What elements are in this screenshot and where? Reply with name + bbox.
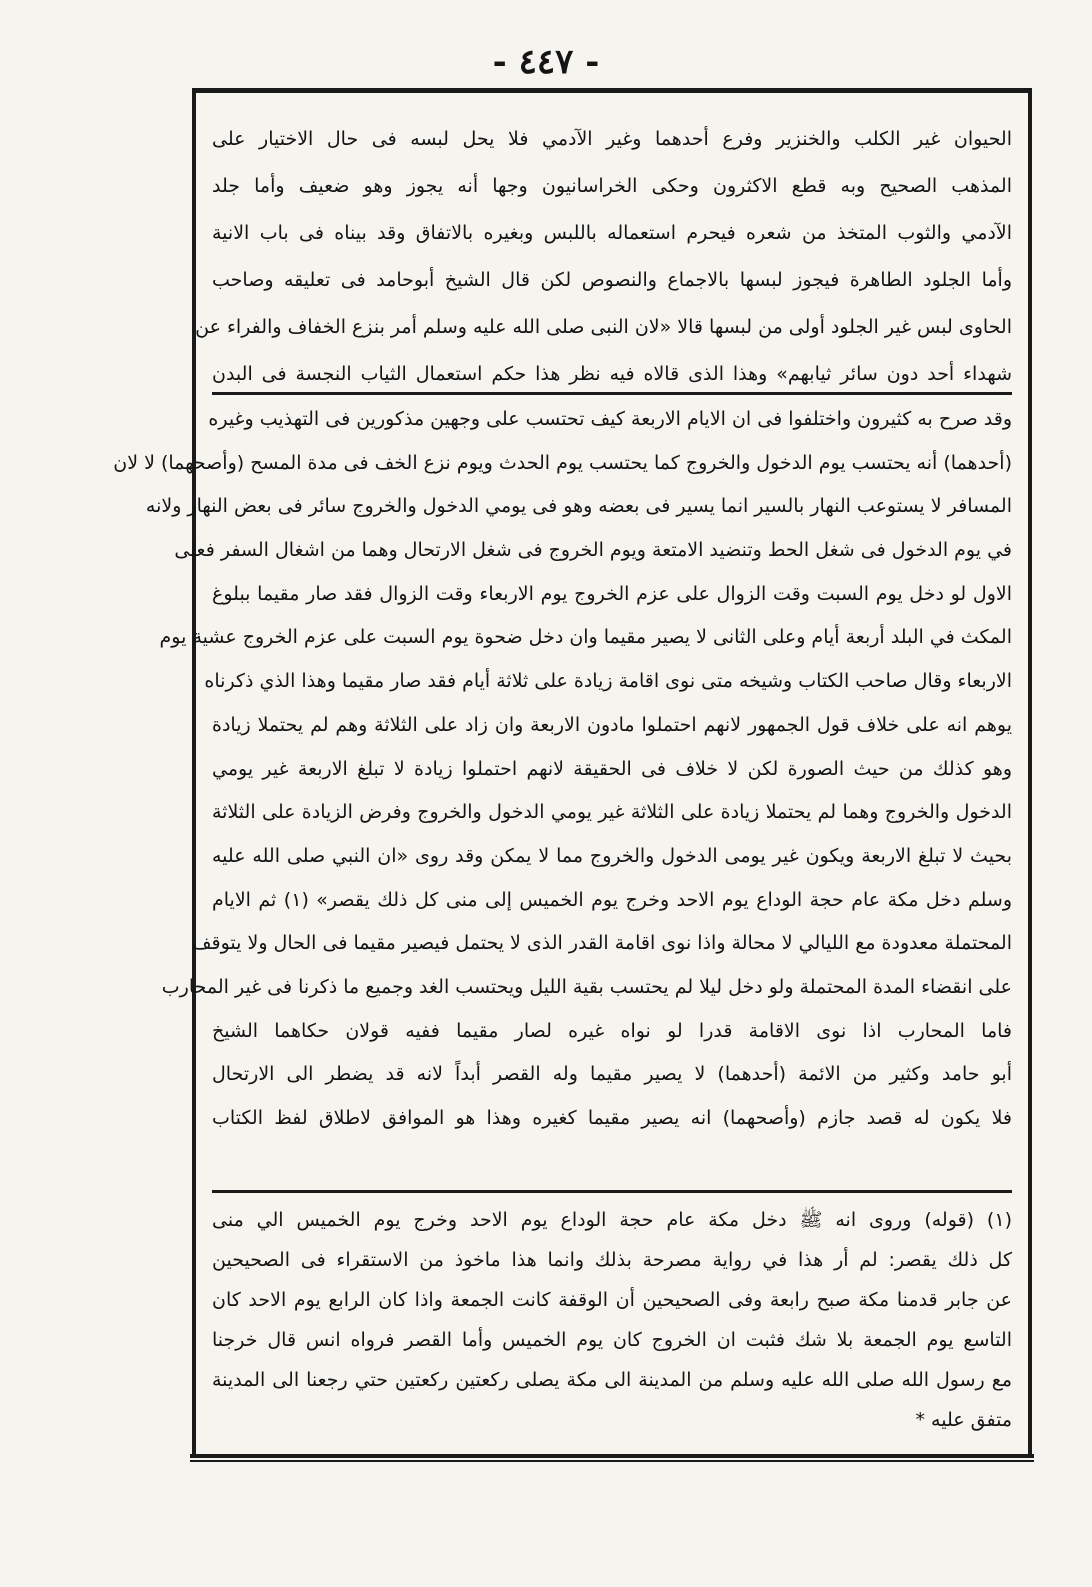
footnote-line: متفق عليه * bbox=[915, 1409, 1012, 1431]
text-line: الآدمي والثوب المتخذ من شعره فيحرم استعماله باللبس وبغيره بالاتفاق وقد بيناه فى باب الانية bbox=[212, 222, 1012, 244]
text-line: الدخول والخروج وهما لم يحتملا زيادة على الثلاثة غير يومي الدخول والخروج وفرض الزيادة على الثلاثة bbox=[212, 801, 1012, 824]
main-text-block bbox=[113, 398, 1012, 1141]
footnote-line: مع رسول الله صلى الله عليه وسلم من المدينة الى مكة يصلى ركعتين ركعتين حتي رجعنا الى المدينة bbox=[212, 1369, 1012, 1391]
text-line: الحاوى لبس غير الجلود أولى من لبسها قالا «لان النبى صلى الله عليه وسلم أمر بنزع الخفاف والفراء عن bbox=[195, 316, 1012, 338]
text-line: وهو كذلك من حيث الصورة لكن لا خلاف فى الحقيقة لانهم احتملوا زيادة لا تبلغ الاربعة غير يومي bbox=[212, 757, 1012, 780]
bottom-rule-inner bbox=[190, 1460, 1034, 1462]
text-line: في يوم الدخول فى شغل الحط وتنضيد الامتعة ويوم الخروج فى شغل الارتحال وهما من اشغال السفر فعلى bbox=[174, 539, 1012, 562]
text-line: الحيوان غير الكلب والخنزير وفرع أحدهما وغير الآدمي فلا يحل لبسه فى حال الاختيار على bbox=[212, 128, 1012, 150]
text-line: وقد صرح به كثيرون واختلفوا فى ان الايام الاربعة كيف تحتسب على وجهين مذكورين فى التهذيب وغيره bbox=[208, 408, 1012, 430]
page-number: - ٤٤٧ - bbox=[492, 42, 600, 82]
text-line: وسلم دخل مكة عام حجة الوداع يوم الاحد وخرج يوم الخميس إلى منى كل ذلك يقصر» (١) ثم الايام bbox=[212, 888, 1012, 911]
text-line: المحتملة معدودة مع الليالي لا محالة واذا نوى اقامة القدر الذى لا يحتمل فيصير مقيما فى الحال ولا يتوقف bbox=[191, 932, 1012, 955]
footnote-line: عن جابر قدمنا مكة صبح رابعة وفى الصحيحين أن الوقفة كانت الجمعة واذا كان الرابع يوم الاحد كان bbox=[212, 1289, 1012, 1311]
text-line: المذهب الصحيح وبه قطع الاكثرون وحكى الخراسانيون وجها أنه يجوز وهو ضعيف وأما جلد bbox=[212, 175, 1012, 197]
footnote-line: التاسع يوم الجمعة بلا شك فثبت ان الخروج كان يوم الخميس وأما القصر فرواه انس قال خرجنا bbox=[212, 1329, 1012, 1351]
text-line: وأما الجلود الطاهرة فيجوز لبسها بالاجماع والنصوص لكن قال الشيخ أبوحامد فى تعليقه وصاحب bbox=[212, 269, 1012, 291]
text-line: على انقضاء المدة المحتملة ولو دخل ليلا لم يحتسب بقية الليل ويحتسب الغد وجميع ما ذكرنا فى غير المحارب bbox=[161, 975, 1012, 998]
text-line: (أحدهما) أنه يحتسب يوم الدخول والخروج كما يحتسب يوم الحدث ويوم نزع الخف فى مدة المسح (وأصحهما) لا لان bbox=[113, 451, 1012, 474]
text-line: يوهم انه على خلاف قول الجمهور لانهم احتملوا مادون الاربعة وان زاد على الثلاثة وهم لم يحتملا زيادة bbox=[212, 713, 1012, 736]
text-line: بحيث لا تبلغ الاربعة ويكون غير يومى الدخول والخروج مما لا يمكن وقد روى «ان النبي صلى الله عليه bbox=[212, 844, 1012, 867]
footnote-line: (١) (قوله) وروى انه ﷺ دخل مكة عام حجة الوداع يوم الاحد وخرج يوم الخميس الي منى bbox=[212, 1209, 1012, 1231]
section-separator bbox=[212, 392, 1012, 395]
text-line: المسافر لا يستوعب النهار بالسير انما يسير فى بعضه وهو فى يومي الدخول والخروج سائر فى بعض النهار ولانه bbox=[145, 495, 1012, 518]
footnote-line: كل ذلك يقصر: لم أر هذا في رواية مصرحة بذلك وانما هذا ماخوذ من الاستقراء فى الصحيحين bbox=[212, 1249, 1012, 1271]
footnote-separator bbox=[212, 1190, 1012, 1193]
text-line: أبو حامد وكثير من الائمة (أحدهما) لا يصير مقيما وله القصر أبداً لانه قد يضطر الى الارتحال bbox=[212, 1063, 1012, 1086]
text-line: فلا يكون له قصد جازم (وأصحهما) انه يصير مقيما كغيره وهذا هو الموافق لاطلاق لفظ الكتاب bbox=[212, 1107, 1012, 1129]
text-line: الاول لو دخل يوم السبت وقت الزوال على عزم الخروج يوم الاربعاء وقت الزوال فقد صار مقيما ببلوغ bbox=[212, 582, 1012, 605]
bottom-rule bbox=[190, 1454, 1034, 1458]
text-line: الاربعاء وقال صاحب الكتاب وشيخه متى نوى اقامة زيادة على ثلاثة أيام فقد صار مقيما وهذا الذي ذكرناه bbox=[204, 670, 1012, 693]
top-text-block bbox=[195, 116, 1012, 398]
text-line: المكث في البلد أربعة أيام وعلى الثانى لا يصير مقيما وان دخل ضحوة يوم السبت على عزم الخروج عشية يوم bbox=[159, 626, 1012, 649]
footnote-block bbox=[212, 1200, 1012, 1440]
text-line: فاما المحارب اذا نوى الاقامة قدرا لو نواه غيره لصار مقيما ففيه قولان حكاهما الشيخ bbox=[212, 1019, 1012, 1042]
text-line: شهداء أحد دون سائر ثيابهم» وهذا الذى قالاه فيه نظر هذا حكم استعمال الثياب النجسة فى البدن bbox=[212, 363, 1012, 385]
